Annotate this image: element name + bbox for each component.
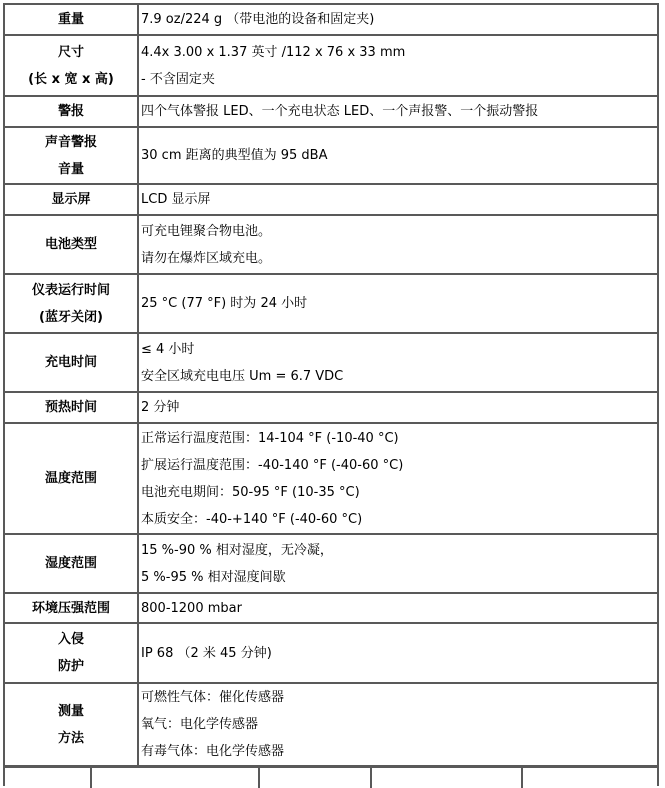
spec-value-cell (138, 215, 658, 274)
spec-value-cell (138, 35, 658, 96)
spec-label-text: 防护 (57, 659, 84, 674)
spec-value-cell (138, 423, 658, 534)
spec-label-cell (4, 392, 138, 423)
spec-value-text: 电池充电期间：50-95 °F (10-35 °C) (141, 484, 360, 500)
spec-table-body (4, 4, 658, 766)
spec-value-text: 7.9 oz/224 g （带电池的设备和固定夹) (141, 12, 375, 27)
spec-label-cell (4, 423, 138, 534)
spec-row (4, 683, 658, 766)
table-column-divider (258, 768, 260, 788)
table-column-divider (370, 768, 372, 788)
spec-label-text: 尺寸 (57, 44, 84, 60)
spec-label-cell (4, 534, 138, 593)
spec-value-text: 2 分钟 (141, 400, 180, 415)
spec-value-text: 有毒气体：电化学传感器 (141, 744, 285, 759)
spec-label-text: 测量 (57, 703, 84, 719)
spec-value-cell (138, 127, 658, 184)
spec-label-cell (4, 623, 138, 683)
spec-label-text: 声音警报 (44, 134, 97, 150)
spec-row (4, 127, 658, 184)
spec-label-text: 警报 (57, 104, 84, 119)
spec-value-cell (138, 534, 658, 593)
spec-value-text: IP 68 （2 米 45 分钟) (141, 645, 272, 661)
spec-value-text: 请勿在爆炸区域充电。 (141, 250, 272, 266)
spec-value-text: 4.4x 3.00 x 1.37 英寸 /112 x 76 x 33 mm (141, 44, 406, 60)
spec-row (4, 623, 658, 683)
spec-value-cell (138, 623, 658, 683)
spec-value-text: 安全区域充电电压 Um = 6.7 VDC (141, 368, 344, 384)
spec-row (4, 215, 658, 274)
spec-value-text: 扩展运行温度范围：-40-140 °F (-40-60 °C) (141, 457, 404, 473)
spec-value-text: 本质安全：-40-+140 °F (-40-60 °C) (141, 511, 363, 527)
spec-value-text: 25 °C (77 °F) 时为 24 小时 (141, 296, 308, 311)
spec-value-cell (138, 4, 658, 35)
spec-value-text: 5 %-95 % 相对湿度间歇 (141, 569, 286, 585)
next-table-top-edge (3, 766, 659, 786)
spec-row (4, 96, 658, 127)
spec-row (4, 4, 658, 35)
spec-value-text: 氧气：电化学传感器 (141, 717, 259, 732)
spec-row (4, 35, 658, 96)
spec-label-cell (4, 96, 138, 127)
spec-value-cell (138, 683, 658, 766)
spec-value-cell (138, 333, 658, 392)
spec-value-text: 正常运行温度范围：14-104 °F (-10-40 °C) (141, 430, 399, 446)
spec-label-text: 电池类型 (44, 237, 97, 252)
spec-value-text: 可充电锂聚合物电池。 (141, 223, 272, 239)
spec-table (3, 3, 659, 767)
spec-label-text: 显示屏 (51, 192, 91, 207)
spec-value-cell (138, 96, 658, 127)
spec-value-text: LCD 显示屏 (141, 192, 211, 207)
spec-label-text: 环境压强范围 (31, 600, 110, 616)
spec-value-cell (138, 593, 658, 623)
spec-label-text: 方法 (57, 730, 84, 746)
spec-label-text: 重量 (57, 12, 84, 27)
spec-value-text: 15 %-90 % 相对湿度，无冷凝， (141, 542, 333, 558)
spec-value-text: 可燃性气体：催化传感器 (141, 690, 285, 705)
spec-value-cell (138, 392, 658, 423)
spec-label-cell (4, 35, 138, 96)
spec-row (4, 534, 658, 593)
spec-label-text: 入侵 (57, 632, 84, 647)
spec-label-cell (4, 683, 138, 766)
spec-row (4, 333, 658, 392)
spec-value-cell (138, 184, 658, 215)
spec-value-cell (138, 274, 658, 333)
spec-label-cell (4, 4, 138, 35)
spec-label-text: (长 x 宽 x 高) (28, 71, 114, 87)
spec-value-text: 四个气体警报 LED、一个充电状态 LED、一个声报警、一个振动警报 (141, 104, 539, 119)
spec-label-cell (4, 333, 138, 392)
spec-label-cell (4, 184, 138, 215)
spec-value-text: 800-1200 mbar (141, 600, 242, 616)
spec-label-text: 湿度范围 (44, 556, 97, 571)
spec-row (4, 593, 658, 623)
spec-label-text: 充电时间 (44, 355, 97, 370)
spec-label-text: 仪表运行时间 (31, 282, 110, 298)
spec-label-cell (4, 215, 138, 274)
spec-row (4, 423, 658, 534)
spec-row (4, 184, 658, 215)
table-column-divider (521, 768, 523, 788)
spec-row (4, 274, 658, 333)
spec-label-cell (4, 593, 138, 623)
spec-row (4, 392, 658, 423)
spec-label-cell (4, 274, 138, 333)
spec-label-text: 温度范围 (44, 471, 97, 486)
spec-value-text: 30 cm 距离的典型值为 95 dBA (141, 148, 328, 163)
spec-value-text: ≤ 4 小时 (141, 341, 195, 357)
spec-value-text: - 不含固定夹 (141, 71, 215, 87)
table-column-divider (90, 768, 92, 788)
spec-label-cell (4, 127, 138, 184)
spec-label-text: 预热时间 (44, 400, 97, 415)
spec-label-text: 音量 (57, 161, 84, 177)
spec-label-text: (蓝牙关闭) (39, 309, 103, 325)
